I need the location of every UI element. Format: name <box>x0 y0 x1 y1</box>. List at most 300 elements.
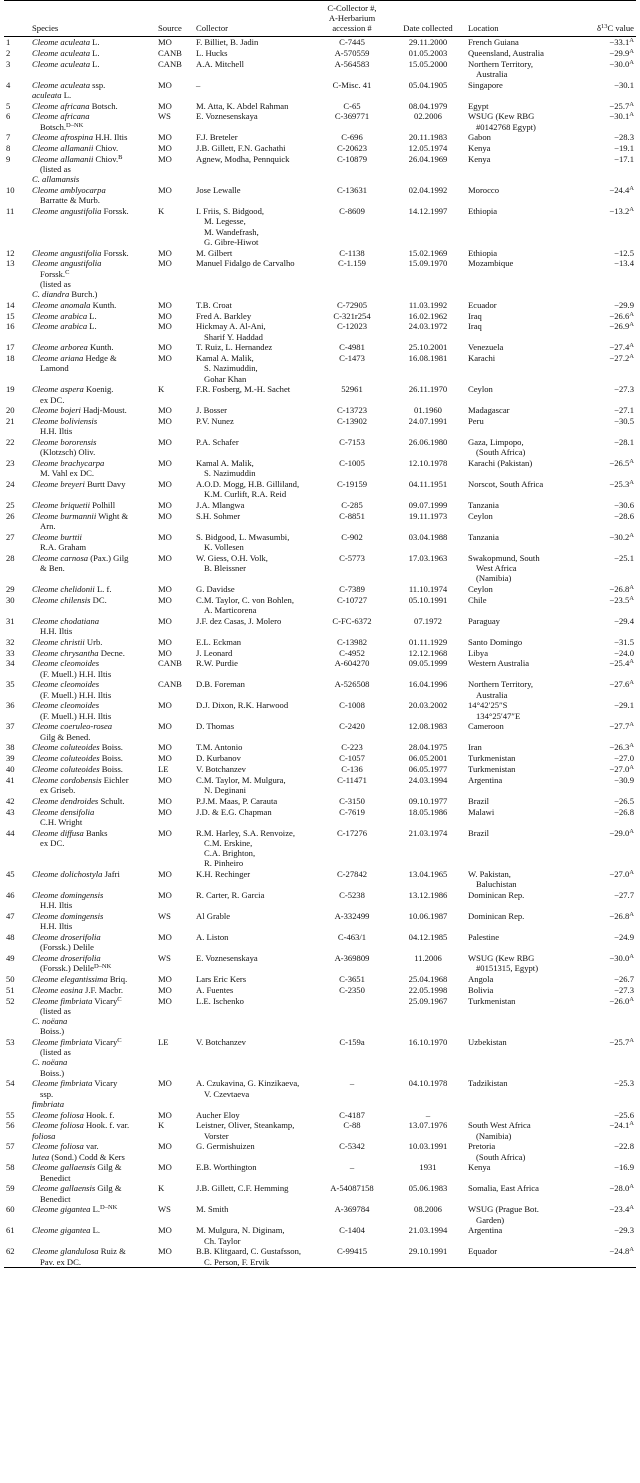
source-cell: MO <box>158 1141 172 1152</box>
species-authority: Briq. <box>109 974 128 985</box>
species-authority: (Sond.) Codd & Kers <box>51 1151 125 1162</box>
location-line: Santo Domingo <box>468 636 523 647</box>
header-accession-line-2: A-Herbarium <box>328 13 376 24</box>
species-line <box>32 342 154 352</box>
collector-cell <box>194 1037 314 1078</box>
delta-footnote: A <box>629 1246 634 1254</box>
delta-value: −28.0 <box>609 1183 630 1194</box>
delta-value-cell <box>568 985 636 996</box>
location-cell <box>466 458 568 479</box>
species-name: Cleome domingensis <box>32 911 104 922</box>
species-line <box>32 269 154 279</box>
collector-line: D. Thomas <box>196 721 235 732</box>
species-cell <box>26 932 156 953</box>
species-authority: Botsch. <box>40 121 67 132</box>
accession-cell: – <box>349 1078 355 1089</box>
accession-cell: C-136 <box>341 764 363 775</box>
location-line: Palestine <box>468 932 500 943</box>
location-line: Brazil <box>468 795 489 806</box>
collector-line: Vorster <box>204 1130 229 1141</box>
species-name: Cleome africana <box>32 100 90 111</box>
collector-line: Kamal A. Malik, <box>196 353 254 364</box>
collector-line: N. Deginani <box>204 785 247 796</box>
species-authority: Koenig. <box>85 384 114 395</box>
species-authority: Barratte & Murb. <box>40 195 100 206</box>
location-line: Gaza, Limpopo, <box>468 437 524 448</box>
collector-line: M. Smith <box>196 1204 229 1215</box>
delta-value-cell <box>568 890 636 911</box>
collector-cell <box>194 1109 314 1120</box>
row-number: 50 <box>6 974 15 985</box>
species-name: Cleome angustifolia <box>32 258 102 269</box>
accession-cell: C-5342 <box>339 1141 365 1152</box>
date-cell: 29.10.1991 <box>390 1246 466 1268</box>
row-number: 14 <box>6 299 15 310</box>
collector-cell <box>194 1204 314 1225</box>
row-number: 3 <box>6 58 11 69</box>
table-row <box>4 584 636 595</box>
species-authority: Pav. ex DC. <box>40 1256 81 1267</box>
accession-cell: C-463/1 <box>337 932 367 943</box>
table-row <box>4 1037 636 1078</box>
location-line: WSUG (Prague Bot. <box>468 1204 539 1215</box>
location-cell <box>466 132 568 143</box>
delta-value-cell <box>568 132 636 143</box>
row-number: 2 <box>6 47 11 58</box>
species-authority: ssp. <box>40 1088 54 1099</box>
location-line: Malawi <box>468 806 495 817</box>
species-cell <box>26 437 156 458</box>
delta-value-cell <box>568 511 636 532</box>
collector-line: J.B. Gillett, C.F. Hemming <box>196 1183 289 1194</box>
collector-cell <box>194 753 314 764</box>
species-name: Cleome droserifolia <box>32 953 101 964</box>
species-line <box>32 775 154 785</box>
delta-value-cell <box>568 405 636 416</box>
table-row <box>4 869 636 890</box>
delta-footnote: A <box>629 531 634 539</box>
accession-cell: C-2350 <box>339 984 365 995</box>
species-authority: ssp. <box>92 79 106 90</box>
species-authority: Urb. <box>86 636 103 647</box>
species-line <box>32 174 154 184</box>
delta-value: −30.5 <box>614 416 634 427</box>
collector-line: C.A. Brighton, <box>204 848 256 859</box>
date-cell: 24.03.1972 <box>408 321 448 332</box>
species-line <box>32 164 154 174</box>
accession-cell: C-321r254 <box>333 310 371 321</box>
collector-cell <box>194 458 314 479</box>
accession-cell: – <box>349 1162 355 1173</box>
species-line <box>32 1194 154 1204</box>
location-line: Dominican Rep. <box>468 890 525 901</box>
species-line <box>32 942 154 952</box>
delta-value: −16.9 <box>614 1162 634 1173</box>
location-line: Iraq <box>468 310 482 321</box>
species-cell <box>26 47 156 58</box>
collector-line: E.L. Eckman <box>196 636 242 647</box>
collector-line: J. Bosser <box>196 405 228 416</box>
species-line <box>32 626 154 636</box>
location-line: Mozambique <box>468 258 514 269</box>
date-cell: 13.12.1986 <box>408 890 448 901</box>
row-number: 19 <box>6 384 15 395</box>
species-cell <box>26 247 156 258</box>
source-cell: MO <box>158 995 172 1006</box>
collector-line: V. Botchanzev <box>196 1037 246 1048</box>
delta-value: −29.3 <box>614 1225 634 1236</box>
species-cell <box>26 753 156 764</box>
collector-line: M. Legesse, <box>204 216 246 227</box>
species-footnote: D–NK <box>66 121 84 129</box>
delta-footnote: A <box>629 111 634 119</box>
accession-cell: A-570559 <box>334 47 370 58</box>
species-name: Cleome africana <box>32 111 90 122</box>
location-cell <box>466 553 568 584</box>
delta-value-cell <box>568 342 636 353</box>
location-line: Ceylon <box>468 584 493 595</box>
delta-value-cell <box>568 500 636 511</box>
location-line: Paraguay <box>468 615 500 626</box>
table-row <box>4 100 636 111</box>
delta-value: −28.1 <box>614 437 634 448</box>
accession-cell: C-7153 <box>339 437 365 448</box>
collector-cell <box>194 299 314 310</box>
collector-line: T.B. Croat <box>196 299 232 310</box>
species-line <box>32 521 154 531</box>
species-name: Cleome domingensis <box>32 890 104 901</box>
collector-line: R.M. Harley, S.A. Renvoize, <box>196 827 295 838</box>
collector-line: C. Person, F. Ervik <box>204 1256 270 1267</box>
location-line: (Namibia) <box>476 1130 512 1141</box>
source-cell: MO <box>158 479 172 490</box>
row-number: 26 <box>6 510 15 521</box>
collector-line: D.J. Dixon, R.K. Harwood <box>196 700 289 711</box>
species-line <box>32 154 154 164</box>
location-cell <box>466 647 568 658</box>
species-line <box>32 648 154 658</box>
location-cell <box>466 1078 568 1109</box>
species-line <box>32 1078 154 1088</box>
row-number: 30 <box>6 594 15 605</box>
species-authority: L. <box>89 310 97 321</box>
row-number: 55 <box>6 1109 15 1120</box>
source-cell: MO <box>158 594 172 605</box>
row-number: 47 <box>6 911 15 922</box>
delta-value-cell <box>568 932 636 953</box>
collector-line: Sharif Y. Haddad <box>204 331 263 342</box>
delta-footnote: A <box>629 953 634 961</box>
species-line <box>32 1225 154 1235</box>
table-row <box>4 206 636 247</box>
species-cell <box>26 595 156 616</box>
date-cell: 1931 <box>419 1162 437 1173</box>
species-cell <box>26 658 156 679</box>
location-cell <box>466 100 568 111</box>
row-number: 23 <box>6 458 15 469</box>
header-delta <box>568 1 636 37</box>
collector-cell <box>194 143 314 154</box>
species-authority: Lamond <box>40 363 69 374</box>
location-line: WSUG (Kew RBG <box>468 953 535 964</box>
delta-value-cell <box>568 479 636 500</box>
species-name: Cleome christii <box>32 636 85 647</box>
table-row <box>4 185 636 206</box>
accession-cell: C-1057 <box>339 753 365 764</box>
species-authority: ex DC. <box>40 837 65 848</box>
collector-line: C.M. Erskine, <box>204 837 253 848</box>
accession-cell: C-4952 <box>339 647 365 658</box>
collector-cell <box>194 985 314 996</box>
row-number: 32 <box>6 636 15 647</box>
species-line <box>32 511 154 521</box>
species-line <box>32 395 154 405</box>
accession-cell: C-10879 <box>336 153 368 164</box>
delta-value-cell <box>568 742 636 753</box>
source-cell: MO <box>158 321 172 332</box>
species-line <box>32 1120 154 1130</box>
delta-value: −30.1 <box>614 79 634 90</box>
location-line: (Namibia) <box>476 573 512 584</box>
location-line: Somalia, East Africa <box>468 1183 539 1194</box>
date-cell: 22.05.1998 <box>408 984 448 995</box>
location-cell <box>466 796 568 807</box>
row-number: 10 <box>6 185 15 196</box>
species-cell <box>26 185 156 206</box>
delta-value: −25.7 <box>609 100 630 111</box>
date-cell: 24.07.1991 <box>408 416 448 427</box>
species-authority: (F. Muell.) H.H. Iltis <box>40 710 112 721</box>
source-cell: CANB <box>158 679 182 690</box>
delta-value-cell <box>568 206 636 247</box>
collector-line: Lars Eric Kers <box>196 974 247 985</box>
accession-cell: A-604270 <box>334 658 370 669</box>
species-name: Cleome cleomoides <box>32 658 100 669</box>
species-cell <box>26 1204 156 1225</box>
species-name: Cleome chilensis <box>32 594 91 605</box>
accession-cell: C-Misc. 41 <box>332 79 372 90</box>
location-cell <box>466 827 568 868</box>
collector-line: J.D. & E.G. Chapman <box>196 806 272 817</box>
species-line <box>32 48 154 58</box>
source-cell: CANB <box>158 58 182 69</box>
delta-value-cell <box>568 584 636 595</box>
collector-line: L. Hucks <box>196 47 228 58</box>
location-line: South West Africa <box>468 1120 531 1131</box>
table-row <box>4 775 636 796</box>
collector-cell <box>194 405 314 416</box>
species-name: Cleome allamanii <box>32 153 94 164</box>
location-cell <box>466 679 568 700</box>
species-line <box>32 416 154 426</box>
collector-line: J.F. dez Casas, J. Molero <box>196 615 282 626</box>
collector-cell <box>194 1078 314 1109</box>
source-cell: K <box>158 206 165 217</box>
location-cell <box>466 1109 568 1120</box>
delta-value: −26.7 <box>614 974 634 985</box>
source-cell: MO <box>158 742 172 753</box>
location-cell <box>466 154 568 185</box>
source-cell: MO <box>158 636 172 647</box>
accession-cell: C-7619 <box>339 806 365 817</box>
species-name: Cleome gallaensis <box>32 1183 96 1194</box>
species-cell <box>26 616 156 637</box>
accession-cell: A-54087158 <box>330 1183 374 1194</box>
collector-cell <box>194 58 314 79</box>
accession-cell: C-1008 <box>339 700 365 711</box>
source-cell: MO <box>158 1162 172 1173</box>
delta-value-cell <box>568 185 636 206</box>
species-cell <box>26 775 156 796</box>
species-authority: Gilg & <box>97 1162 122 1173</box>
location-line: #0151315, Egypt) <box>476 963 539 974</box>
date-cell: 20.03.2002 <box>408 700 448 711</box>
delta-value: −26.5 <box>609 458 630 469</box>
source-cell: LE <box>158 764 169 775</box>
header-location: Location <box>466 1 568 37</box>
species-name: Cleome gigantea <box>32 1225 91 1236</box>
delta-value: −17.1 <box>614 153 634 164</box>
location-line: Kenya <box>468 153 491 164</box>
species-name: Cleome coeruleo-rosea <box>32 721 113 732</box>
collector-cell <box>194 479 314 500</box>
species-name: Cleome anomala <box>32 299 91 310</box>
source-cell: MO <box>158 143 172 154</box>
species-name: Cleome arabica <box>32 310 88 321</box>
species-authority: Eichler <box>103 774 129 785</box>
row-number: 37 <box>6 721 15 732</box>
table-row <box>4 437 636 458</box>
species-line <box>32 869 154 879</box>
collector-line: J.B. Gillett, F.N. Gachathi <box>196 143 286 154</box>
date-cell: 13.04.1965 <box>408 869 448 880</box>
delta-footnote: A <box>629 679 634 687</box>
accession-cell: C-3651 <box>339 974 365 985</box>
species-authority: Forssk. <box>103 206 129 217</box>
delta-value-cell <box>568 911 636 932</box>
accession-cell: C-20623 <box>336 143 368 154</box>
accession-cell: C-7389 <box>339 584 365 595</box>
collector-line: Gohar Khan <box>204 373 247 384</box>
date-cell: 02.2006 <box>414 111 442 122</box>
collector-cell <box>194 247 314 258</box>
header-source: Source <box>156 1 194 37</box>
species-line <box>32 921 154 931</box>
source-cell: MO <box>158 247 172 258</box>
source-cell: MO <box>158 531 172 542</box>
collector-line: W. Giess, O.H. Volk, <box>196 552 268 563</box>
row-number: 44 <box>6 827 15 838</box>
date-cell: 21.03.1974 <box>408 827 448 838</box>
species-authority: & Ben. <box>40 563 65 574</box>
accession-cell: C-65 <box>343 100 361 111</box>
species-line <box>32 289 154 299</box>
species-footnote: D–NK <box>100 1204 118 1212</box>
species-line <box>32 764 154 774</box>
collector-line: Agnew, Modha, Pennquick <box>196 153 290 164</box>
species-authority: Gilg & <box>97 1183 122 1194</box>
date-cell: 01.11.1929 <box>408 636 448 647</box>
species-line <box>32 321 154 331</box>
table-row <box>4 479 636 500</box>
species-line <box>32 721 154 731</box>
species-name: C. noëana <box>32 1057 68 1068</box>
delta-footnote: A <box>629 206 634 214</box>
collector-line: S. Bidgood, L. Mwasumbi, <box>196 531 290 542</box>
species-authority: L. <box>92 58 100 69</box>
accession-cell: C-3150 <box>339 795 365 806</box>
species-cell <box>26 742 156 753</box>
table-row <box>4 911 636 932</box>
collector-line: I. Friis, S. Bidgood, <box>196 206 265 217</box>
location-line: Brazil <box>468 827 489 838</box>
date-cell: 05.10.1991 <box>408 594 448 605</box>
header-delta-label: C value <box>607 23 634 34</box>
collector-cell <box>194 647 314 658</box>
delta-value: −23.4 <box>609 1204 630 1215</box>
species-name: Cleome afrospina <box>32 132 94 143</box>
location-line: Angola <box>468 974 494 985</box>
table-row <box>4 595 636 616</box>
location-line: Gabon <box>468 132 491 143</box>
species-line <box>32 111 154 121</box>
species-line <box>32 553 154 563</box>
species-line <box>32 669 154 679</box>
table-row <box>4 827 636 868</box>
species-name: fimbriata <box>32 1098 64 1109</box>
species-cell <box>26 479 156 500</box>
date-cell: 10.06.1987 <box>408 911 448 922</box>
species-name: Cleome burmannii <box>32 510 97 521</box>
table-row <box>4 1204 636 1225</box>
species-authority: H.H. Iltis <box>40 921 73 932</box>
delta-value-cell <box>568 143 636 154</box>
collector-cell <box>194 953 314 974</box>
delta-value-cell <box>568 458 636 479</box>
species-authority: Boiss. <box>101 753 123 764</box>
delta-value: −19.1 <box>614 143 634 154</box>
species-line <box>32 1204 154 1214</box>
species-line <box>32 1162 154 1172</box>
date-cell: 12.10.1978 <box>408 458 448 469</box>
date-cell: 17.03.1963 <box>408 552 448 563</box>
row-number: 52 <box>6 995 15 1006</box>
source-cell: MO <box>158 100 172 111</box>
location-line: (South Africa) <box>476 1151 526 1162</box>
header-collector: Collector <box>194 1 314 37</box>
collector-cell <box>194 111 314 132</box>
delta-value: −27.3 <box>614 384 634 395</box>
species-authority: Vicary <box>94 1078 118 1089</box>
delta-value-cell <box>568 1037 636 1078</box>
row-number: 60 <box>6 1204 15 1215</box>
location-line: Ethiopia <box>468 247 498 258</box>
table-row <box>4 890 636 911</box>
row-number: 31 <box>6 615 15 626</box>
collector-line: P.A. Schafer <box>196 437 239 448</box>
species-name: C. diandra <box>32 288 70 299</box>
location-cell <box>466 384 568 405</box>
species-line <box>32 258 154 268</box>
table-row <box>4 1078 636 1109</box>
delta-value-cell <box>568 310 636 321</box>
species-name: Cleome gigantea <box>32 1204 91 1215</box>
row-number: 18 <box>6 353 15 364</box>
species-cell <box>26 806 156 827</box>
species-line <box>32 974 154 984</box>
species-line <box>32 542 154 552</box>
location-cell <box>466 416 568 437</box>
